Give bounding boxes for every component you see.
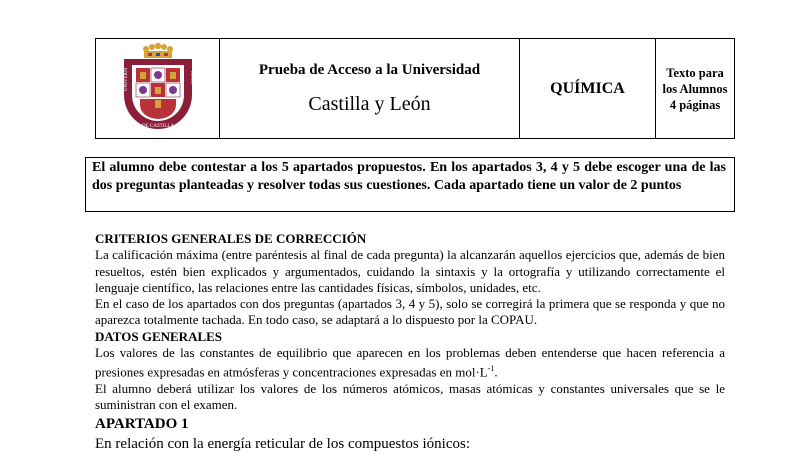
subject-cell xyxy=(520,39,656,138)
note-line-2: los Alumnos xyxy=(662,81,728,96)
general-data-heading: DATOS GENERALES xyxy=(95,328,223,344)
svg-text:DE CASTILLA: DE CASTILLA xyxy=(141,123,174,129)
instructions-box: El alumno debe contestar a los 5 apartados propuestos. En los apartados 3, 4 y 5 debe escoger una de las dos preguntas planteadas y resolver todas sus cuestiones. Cada apartado tiene un valor de 2 puntos xyxy=(85,157,735,212)
general-data-paragraph-2: El alumno deberá utilizar los valores de los números atómicos, masas atómicas y constantes universales que se le suministran con el examen. xyxy=(95,381,725,413)
page-count: 4 páginas xyxy=(669,97,721,112)
logo-cell xyxy=(96,39,220,138)
general-data-p1-text: Los valores de las constantes de equilibrio que aparecen en los problemas deben entenderse que hacen referencia a presiones expresadas en atmósferas y concentraciones expresadas en mol·L xyxy=(95,345,725,380)
note-cell xyxy=(656,39,734,138)
shield-icon xyxy=(136,68,180,119)
header-table xyxy=(95,38,735,139)
subject-name: QUÍMICA xyxy=(550,79,625,97)
note-line-1: Texto para xyxy=(666,65,724,80)
university-seal-logo xyxy=(118,43,198,135)
general-data-paragraph-1 xyxy=(95,345,725,381)
section-1-intro: En relación con la energía reticular de los compuestos iónicos: xyxy=(95,436,471,452)
criteria-paragraph-2: En el caso de los apartados con dos preguntas (apartados 3, 4 y 5), solo se corregirá la primera que se responda y que no aparezca totalmente tachada. En todo caso, se adaptará a lo dispuesto por la COPAU. xyxy=(95,296,725,328)
exam-title-cell xyxy=(220,39,520,138)
region-title: Castilla y León xyxy=(308,92,431,115)
svg-text:UNIVERSI: UNIVERSI xyxy=(123,67,129,91)
criteria-paragraph-1: La calificación máxima (entre paréntesis al final de cada pregunta) la alcanzarán aquellos ejercicios que, además de bien resueltos, estén bien explicados y argumentados, cuidando la sintaxis y la ortografía y utilizando correctamente el lenguaje científico, las relaciones entre las cantidades físicas, símbolos, unidades, etc. xyxy=(95,247,725,295)
general-data-p1-end: . xyxy=(494,364,498,380)
unit-exponent: -1 xyxy=(487,364,495,374)
svg-text:LEON: LEON xyxy=(188,70,194,84)
exam-title: Prueba de Acceso a la Universidad xyxy=(258,61,481,78)
crown-icon xyxy=(143,43,173,58)
main-content xyxy=(95,231,725,414)
criteria-heading: CRITERIOS GENERALES DE CORRECCIÓN xyxy=(95,231,367,246)
section-1-title: APARTADO 1 xyxy=(95,416,189,432)
